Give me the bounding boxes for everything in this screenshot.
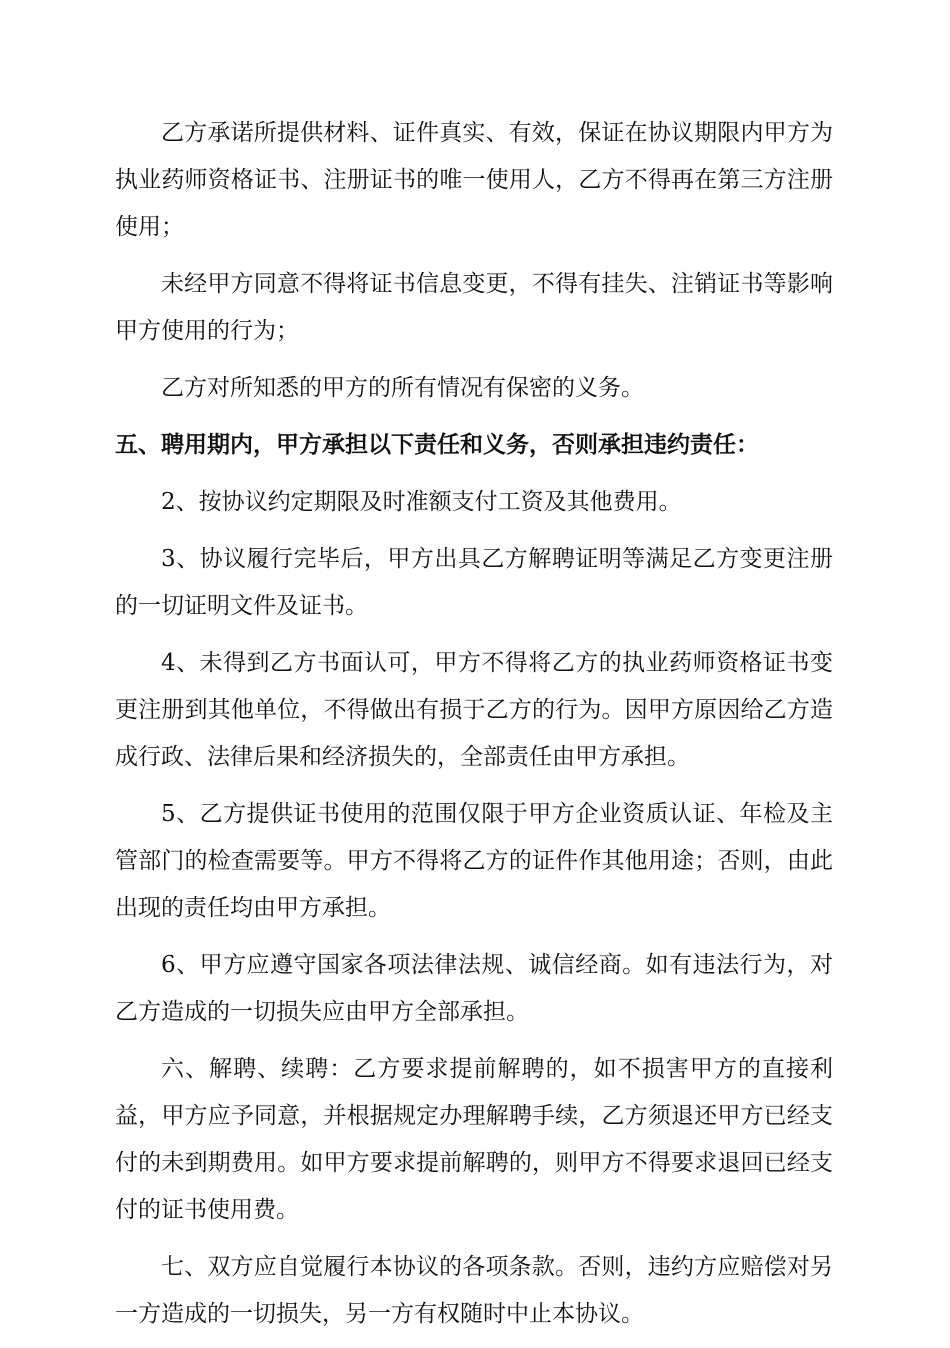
document-body: [115, 110, 833, 1348]
clause-paragraph: 七、双方应自觉履行本协议的各项条款。否则，违约方应赔偿对另一方造成的一切损失，另一方有权随时中止本协议。: [115, 1254, 833, 1327]
clause-paragraph: 乙方承诺所提供材料、证件真实、有效，保证在协议期限内甲方为执业药师资格证书、注册证书的唯一使用人，乙方不得再在第三方注册使用；: [115, 120, 833, 240]
clause-paragraph: 4、未得到乙方书面认可，甲方不得将乙方的执业药师资格证书变更注册到其他单位，不得做出有损于乙方的行为。因甲方原因给乙方造成行政、法律后果和经济损失的，全部责任由甲方承担。: [115, 650, 833, 770]
clause-paragraph: 3、协议履行完毕后，甲方出具乙方解聘证明等满足乙方变更注册的一切证明文件及证书。: [115, 546, 833, 619]
clause-paragraph: 未经甲方同意不得将证书信息变更，不得有挂失、注销证书等影响甲方使用的行为；: [115, 271, 833, 344]
clause-paragraph: 乙方对所知悉的甲方的所有情况有保密的义务。: [161, 375, 644, 401]
section-heading: 五、聘用期内，甲方承担以下责任和义务，否则承担违约责任：: [115, 432, 759, 458]
clause-paragraph: 5、乙方提供证书使用的范围仅限于甲方企业资质认证、年检及主管部门的检查需要等。甲方不得将乙方的证件作其他用途；否则，由此出现的责任均由甲方承担。: [115, 801, 833, 921]
clause-paragraph: 2、按协议约定期限及时准额支付工资及其他费用。: [161, 489, 682, 515]
clause-paragraph: 六、解聘、续聘：乙方要求提前解聘的，如不损害甲方的直接利益，甲方应予同意，并根据规定办理解聘手续，乙方须退还甲方已经支付的未到期费用。如甲方要求提前解聘的，则甲方不得要求退回已经支付的证书使用费。: [115, 1056, 833, 1223]
clause-paragraph: 6、甲方应遵守国家各项法律法规、诚信经商。如有违法行为，对乙方造成的一切损失应由甲方全部承担。: [115, 952, 833, 1025]
